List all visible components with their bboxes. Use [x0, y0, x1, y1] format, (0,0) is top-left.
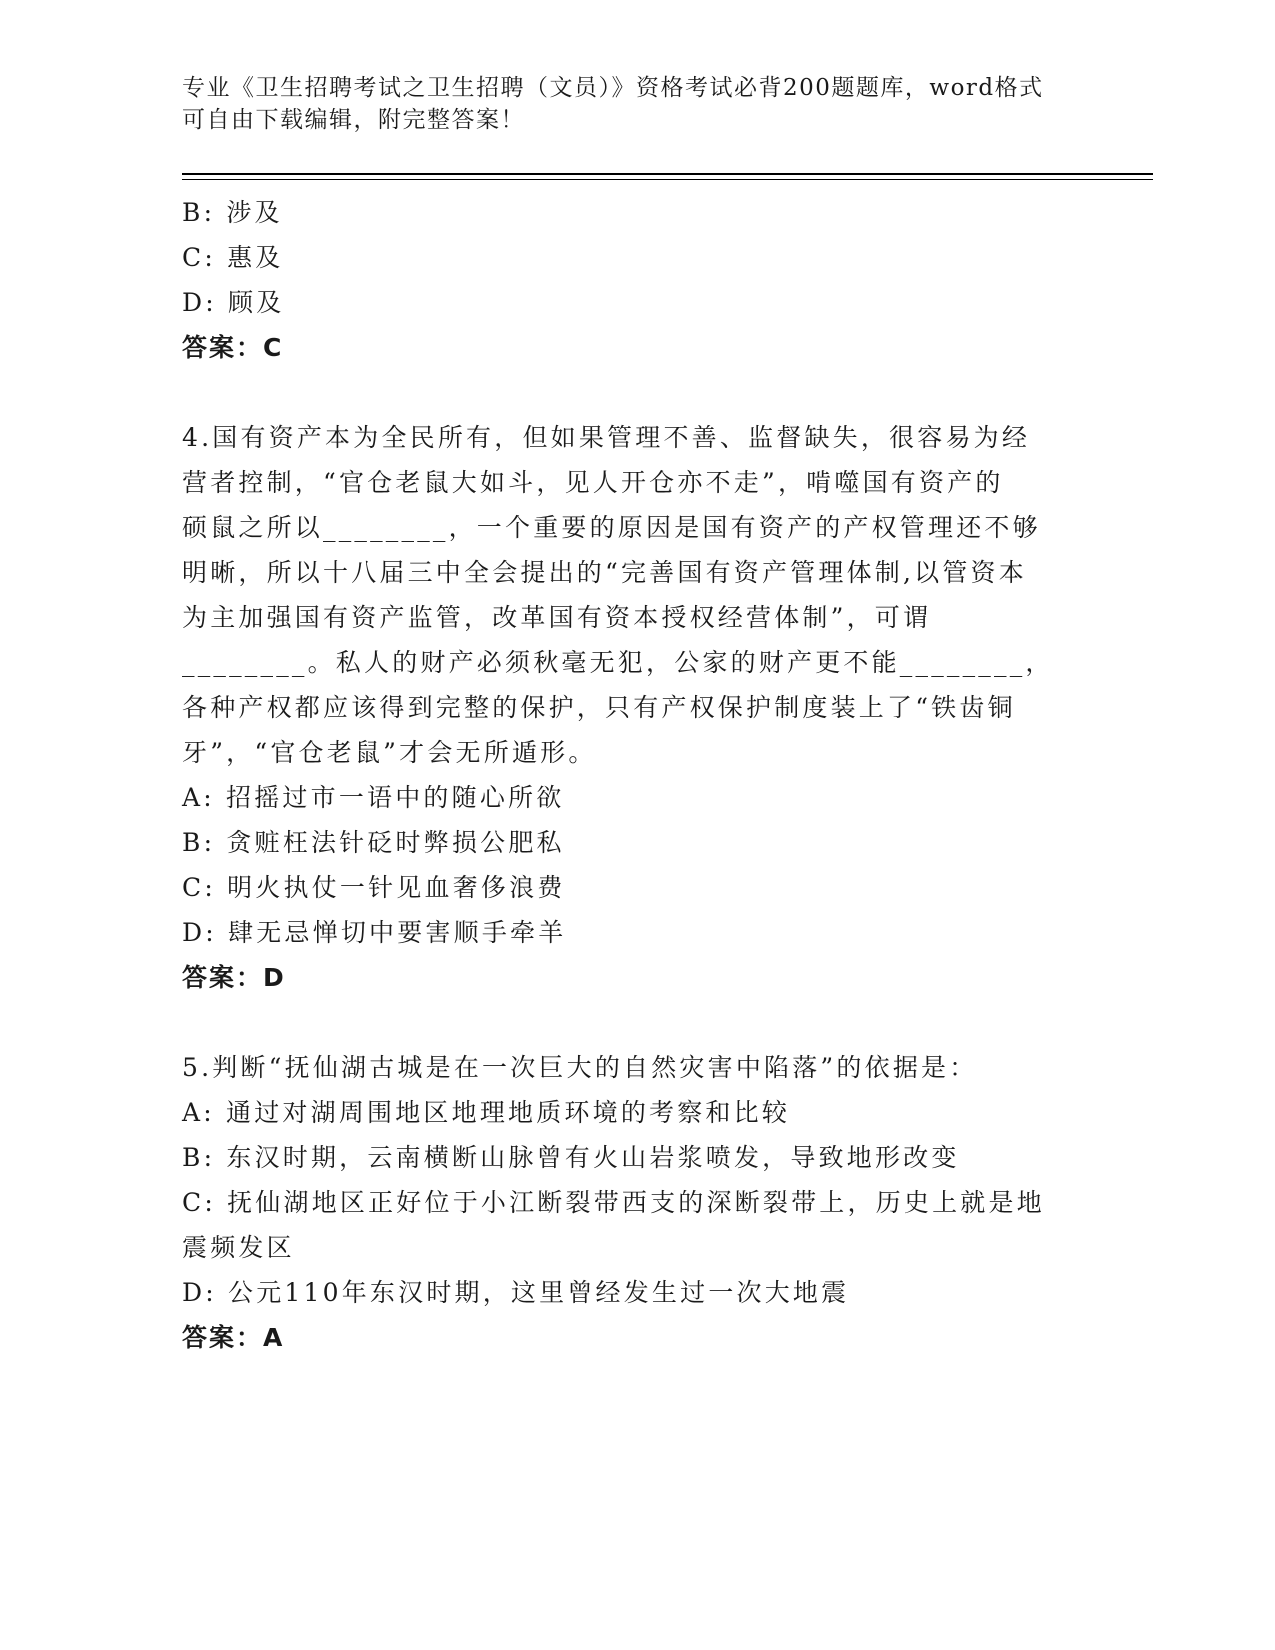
question-content [182, 190, 1082, 1360]
q5-option-d: D: 公元110年东汉时期，这里曾经发生过一次大地震 [182, 1278, 850, 1307]
q5-option-b: B: 东汉时期，云南横断山脉曾有火山岩浆喷发，导致地形改变 [182, 1143, 960, 1172]
header-line-2: 可自由下载编辑，附完整答案！ [182, 107, 525, 133]
q5-option-c-line-2: 震频发区 [182, 1233, 295, 1262]
header-rule-thick [182, 173, 1153, 175]
spacer [182, 370, 1082, 415]
q4-stem-line: 营者控制，“官仓老鼠大如斗，见人开仓亦不走”，啃噬国有资产的 [182, 468, 1004, 497]
q5-stem: 5.判断“抚仙湖古城是在一次巨大的自然灾害中陷落”的依据是： [182, 1053, 978, 1082]
q3-answer: 答案：C [182, 333, 284, 362]
q4-option-c: C: 明火执仗一针见血奢侈浪费 [182, 873, 566, 902]
question-4 [182, 415, 1082, 1000]
q3-option-d: D: 顾及 [182, 288, 285, 317]
q3-option-b: B: 涉及 [182, 198, 283, 227]
q4-stem-line: 各种产权都应该得到完整的保护，只有产权保护制度装上了“铁齿铜 [182, 693, 1016, 722]
q4-stem-line: 4.国有资产本为全民所有，但如果管理不善、监督缺失，很容易为经 [182, 423, 1031, 452]
q3-option-c: C: 惠及 [182, 243, 284, 272]
question-5 [182, 1045, 1082, 1360]
q5-answer: 答案：A [182, 1323, 285, 1352]
q4-answer: 答案：D [182, 963, 286, 992]
question-3-tail [182, 190, 1082, 370]
q4-stem-line: 为主加强国有资产监管，改革国有资本授权经营体制”，可谓 [182, 603, 932, 632]
q4-stem-line: ________。私人的财产必须秋毫无犯，公家的财产更不能________， [182, 648, 1054, 677]
spacer [182, 1000, 1082, 1045]
q4-stem-line: 牙”，“官仓老鼠”才会无所遁形。 [182, 738, 597, 767]
header-rule-thin [182, 179, 1153, 180]
q5-option-c-line-1: C: 抚仙湖地区正好位于小江断裂带西支的深断裂带上，历史上就是地 [182, 1188, 1045, 1217]
q4-option-a: A: 招摇过市一语中的随心所欲 [182, 783, 565, 812]
q5-option-a: A: 通过对湖周围地区地理地质环境的考察和比较 [182, 1098, 791, 1127]
q4-option-d: D: 肆无忌惮切中要害顺手牵羊 [182, 918, 567, 947]
q4-option-b: B: 贪赃枉法针砭时弊损公肥私 [182, 828, 565, 857]
q4-stem-line: 硕鼠之所以________，一个重要的原因是国有资产的产权管理还不够 [182, 513, 1041, 542]
header-line-1: 专业《卫生招聘考试之卫生招聘（文员）》资格考试必背200题题库，word格式 [182, 75, 1044, 101]
q4-stem-line: 明晰，所以十八届三中全会提出的“完善国有资产管理体制,以管资本 [182, 558, 1027, 587]
document-header [182, 72, 1062, 136]
